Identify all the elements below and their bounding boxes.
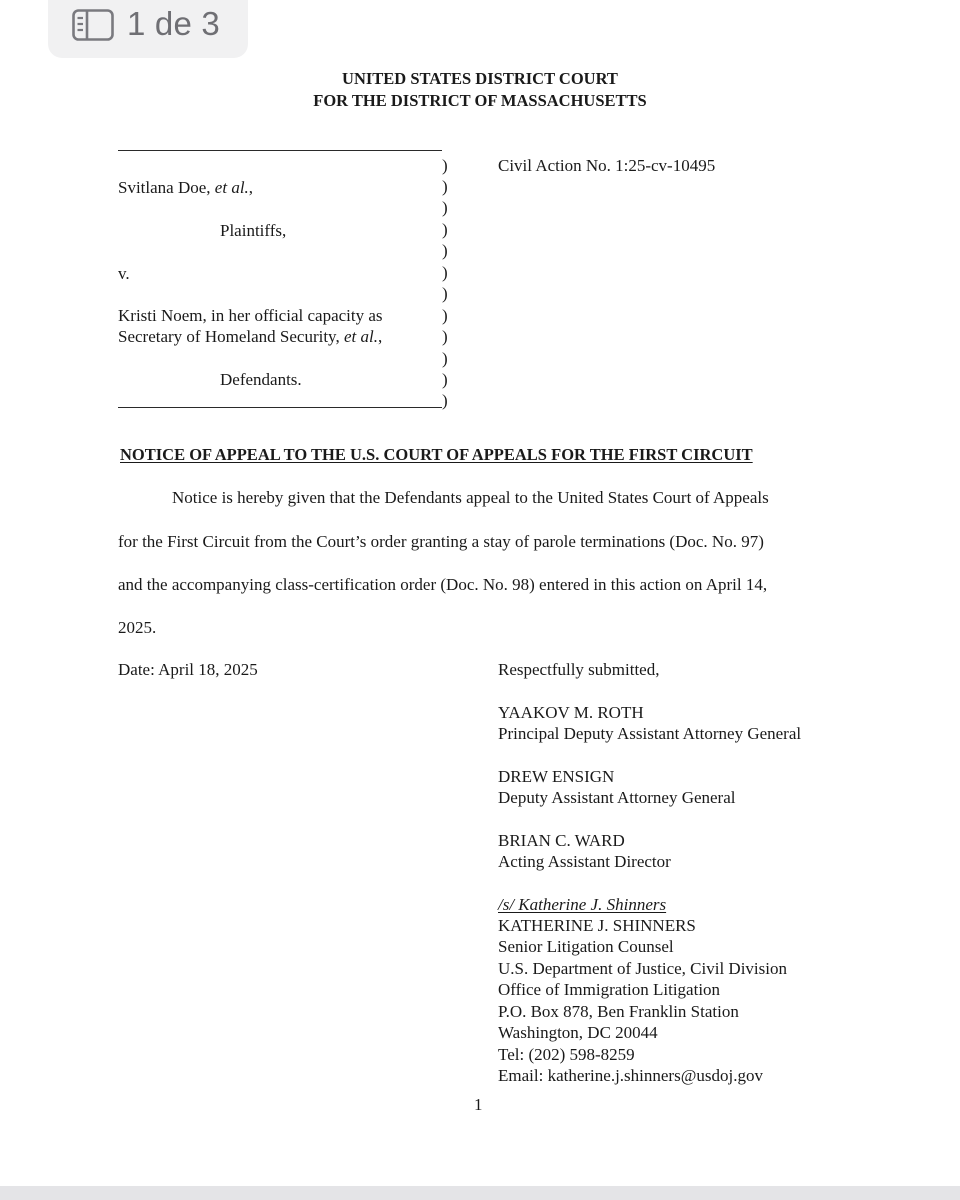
- caption-paren: ): [442, 391, 448, 410]
- notice-body-line3: and the accompanying class-certification order (Doc. No. 98) entered in this action on April 14,: [118, 575, 768, 594]
- plaintiff-comma: ,: [248, 178, 254, 197]
- signer-department: U.S. Department of Justice, Civil Division: [498, 959, 787, 978]
- plaintiff-name: [118, 177, 253, 198]
- attorney-name: DREW ENSIGN: [498, 767, 615, 786]
- attorney-title: Deputy Assistant Attorney General: [498, 788, 736, 807]
- signer-name: KATHERINE J. SHINNERS: [498, 916, 696, 935]
- caption-paren: ): [442, 156, 448, 175]
- court-name-line2: FOR THE DISTRICT OF MASSACHUSETTS: [313, 91, 647, 110]
- versus: v.: [118, 264, 130, 283]
- attorney-name: YAAKOV M. ROTH: [498, 703, 644, 722]
- caption-paren: ): [442, 370, 448, 389]
- page-gap: [0, 1186, 960, 1200]
- caption-paren: ): [442, 220, 448, 239]
- filing-date: Date: April 18, 2025: [118, 660, 258, 679]
- notice-body-line2: for the First Circuit from the Court’s order granting a stay of parole terminations (Doc. No. 97): [118, 532, 764, 551]
- closing: Respectfully submitted,: [498, 660, 660, 679]
- signer-title: Senior Litigation Counsel: [498, 937, 674, 956]
- caption-bottom-rule: [118, 407, 442, 408]
- signer-email: Email: katherine.j.shinners@usdoj.gov: [498, 1066, 763, 1085]
- attorney-name: BRIAN C. WARD: [498, 831, 625, 850]
- defendant-line1: Kristi Noem, in her official capacity as: [118, 306, 383, 325]
- caption-paren: ): [442, 349, 448, 368]
- defendant-et-al: et al.: [343, 327, 378, 346]
- court-name-line1: UNITED STATES DISTRICT COURT: [342, 69, 618, 88]
- caption-paren: ): [442, 327, 448, 346]
- signer-address-line1: P.O. Box 878, Ben Franklin Station: [498, 1002, 739, 1021]
- attorney-title: Principal Deputy Assistant Attorney General: [498, 724, 802, 743]
- page-number: 1: [474, 1095, 483, 1114]
- signer-office: Office of Immigration Litigation: [498, 980, 721, 999]
- caption-paren: ): [442, 241, 448, 260]
- defendant-comma: ,: [377, 327, 383, 346]
- document-pages-icon: [72, 9, 114, 41]
- defendant-role: Defendants.: [220, 370, 302, 389]
- plaintiff-et-al: et al.: [214, 178, 249, 197]
- defendant-line2: [118, 326, 382, 347]
- page-indicator-label: 1 de 3: [127, 5, 220, 42]
- notice-body-line4: 2025.: [118, 618, 157, 637]
- page-indicator[interactable]: [48, 0, 248, 58]
- signer-address-line2: Washington, DC 20044: [498, 1023, 658, 1042]
- signer-phone: Tel: (202) 598-8259: [498, 1045, 635, 1064]
- caption-paren: ): [442, 284, 448, 303]
- caption-paren: ): [442, 306, 448, 325]
- notice-title: NOTICE OF APPEAL TO THE U.S. COURT OF APPEALS FOR THE FIRST CIRCUIT: [120, 445, 753, 464]
- caption-paren: ): [442, 177, 448, 196]
- case-number: Civil Action No. 1:25-cv-10495: [498, 156, 716, 175]
- plaintiff-name-text: Svitlana Doe,: [118, 178, 215, 197]
- caption-paren: ): [442, 263, 448, 282]
- notice-body-line1: Notice is hereby given that the Defendants appeal to the United States Court of Appeals: [172, 488, 769, 507]
- defendant-line2-text: Secretary of Homeland Security,: [118, 327, 344, 346]
- caption-top-rule: [118, 150, 442, 151]
- caption-paren: ): [442, 198, 448, 217]
- plaintiff-role: Plaintiffs,: [220, 221, 287, 240]
- electronic-signature: /s/ Katherine J. Shinners: [498, 895, 667, 914]
- attorney-title: Acting Assistant Director: [498, 852, 671, 871]
